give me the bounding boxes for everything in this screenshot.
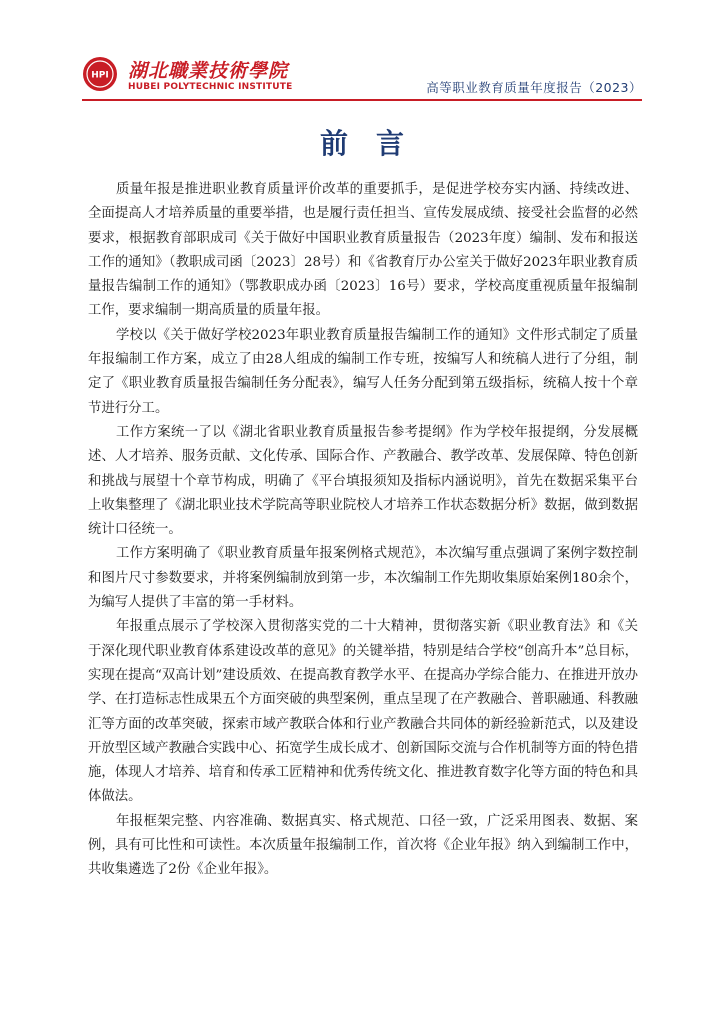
paragraph: 学校以《关于做好学校2023年职业教育质量报告编制工作的通知》文件形式制定了质量年报编制工作方案，成立了由28人组成的编制工作专班，按编写人和统稿人进行了分组，制定了《职业教育质量报告编制任务分配表》，编写人任务分配到第五级指标，统稿人按十个章节进行分工。	[88, 327, 638, 416]
page-header	[82, 52, 642, 102]
header-divider	[82, 99, 642, 101]
school-name-en: HUBEI POLYTECHNIC INSTITUTE	[128, 82, 293, 92]
paragraph: 工作方案统一了以《湖北省职业教育质量报告参考提纲》作为学校年报提纲，分发展概述、人才培养、服务贡献、文化传承、国际合作、产教融合、教学改革、发展保障、特色创新和挑战与展望十个章节构成，明确了《平台填报须知及指标内涵说明》，首先在数据采集平台上收集整理了《湖北职业技术学院高等职业院校人才培养工作状态数据分析》数据，做到数据统计口径统一。	[88, 424, 638, 538]
page-title: 前言	[319, 127, 432, 160]
paragraph: 质量年报是推进职业教育质量评价改革的重要抓手，是促进学校夯实内涵、持续改进、全面提高人才培养质量的重要举措，也是履行责任担当、宣传发展成绩、接受社会监督的必然要求，根据教育部职成司《关于做好中国职业教育质量报告（2023年度）编制、发布和报送工作的通知》（教职成司函〔2023〕28号）和《省教育厅办公室关于做好2023年职业教育质量报告编制工作的通知》（鄂教职成办函〔2023〕16号）要求，学校高度重视质量年报编制工作，要求编制一期高质量的质量年报。	[88, 182, 638, 319]
report-title: 高等职业教育质量年度报告（2023）	[426, 80, 642, 95]
school-name-cn: 湖北職業技術學院	[128, 60, 289, 82]
preface-body	[88, 178, 638, 883]
paragraph: 年报框架完整、内容准确、数据真实、格式规范、口径一致，广泛采用图表、数据、案例，具有可比性和可读性。本次质量年报编制工作，首次将《企业年报》纳入到编制工作中，共收集遴选了2份《企业年报》。	[88, 813, 638, 878]
paragraph: 工作方案明确了《职业教育质量年报案例格式规范》，本次编写重点强调了案例字数控制和图片尺寸参数要求，并将案例编制放到第一步，本次编制工作先期收集原始案例180余个，为编写人提供了丰富的第一手材料。	[88, 546, 638, 611]
seal-mark: HPI	[91, 70, 109, 81]
paragraph: 年报重点展示了学校深入贯彻落实党的二十大精神，贯彻落实新《职业教育法》和《关于深化现代职业教育体系建设改革的意见》的关键举措，特别是结合学校“创高升本”总目标，实现在提高“双高计划”建设质效、在提高教育教学水平、在提高办学综合能力、在推进开放办学、在打造标志性成果五个方面突破的典型案例，重点呈现了在产教融合、普职融通、科教融汇等方面的改革突破，探索市域产教联合体和行业产教融合共同体的新经验新范式，以及建设开放型区域产教融合实践中心、拓宽学生成长成才、创新国际交流与合作机制等方面的特色措施，体现人才培养、培育和传承工匠精神和优秀传统文化、推进教育数字化等方面的特色和具体做法。	[88, 619, 638, 805]
school-seal-logo	[82, 56, 118, 92]
